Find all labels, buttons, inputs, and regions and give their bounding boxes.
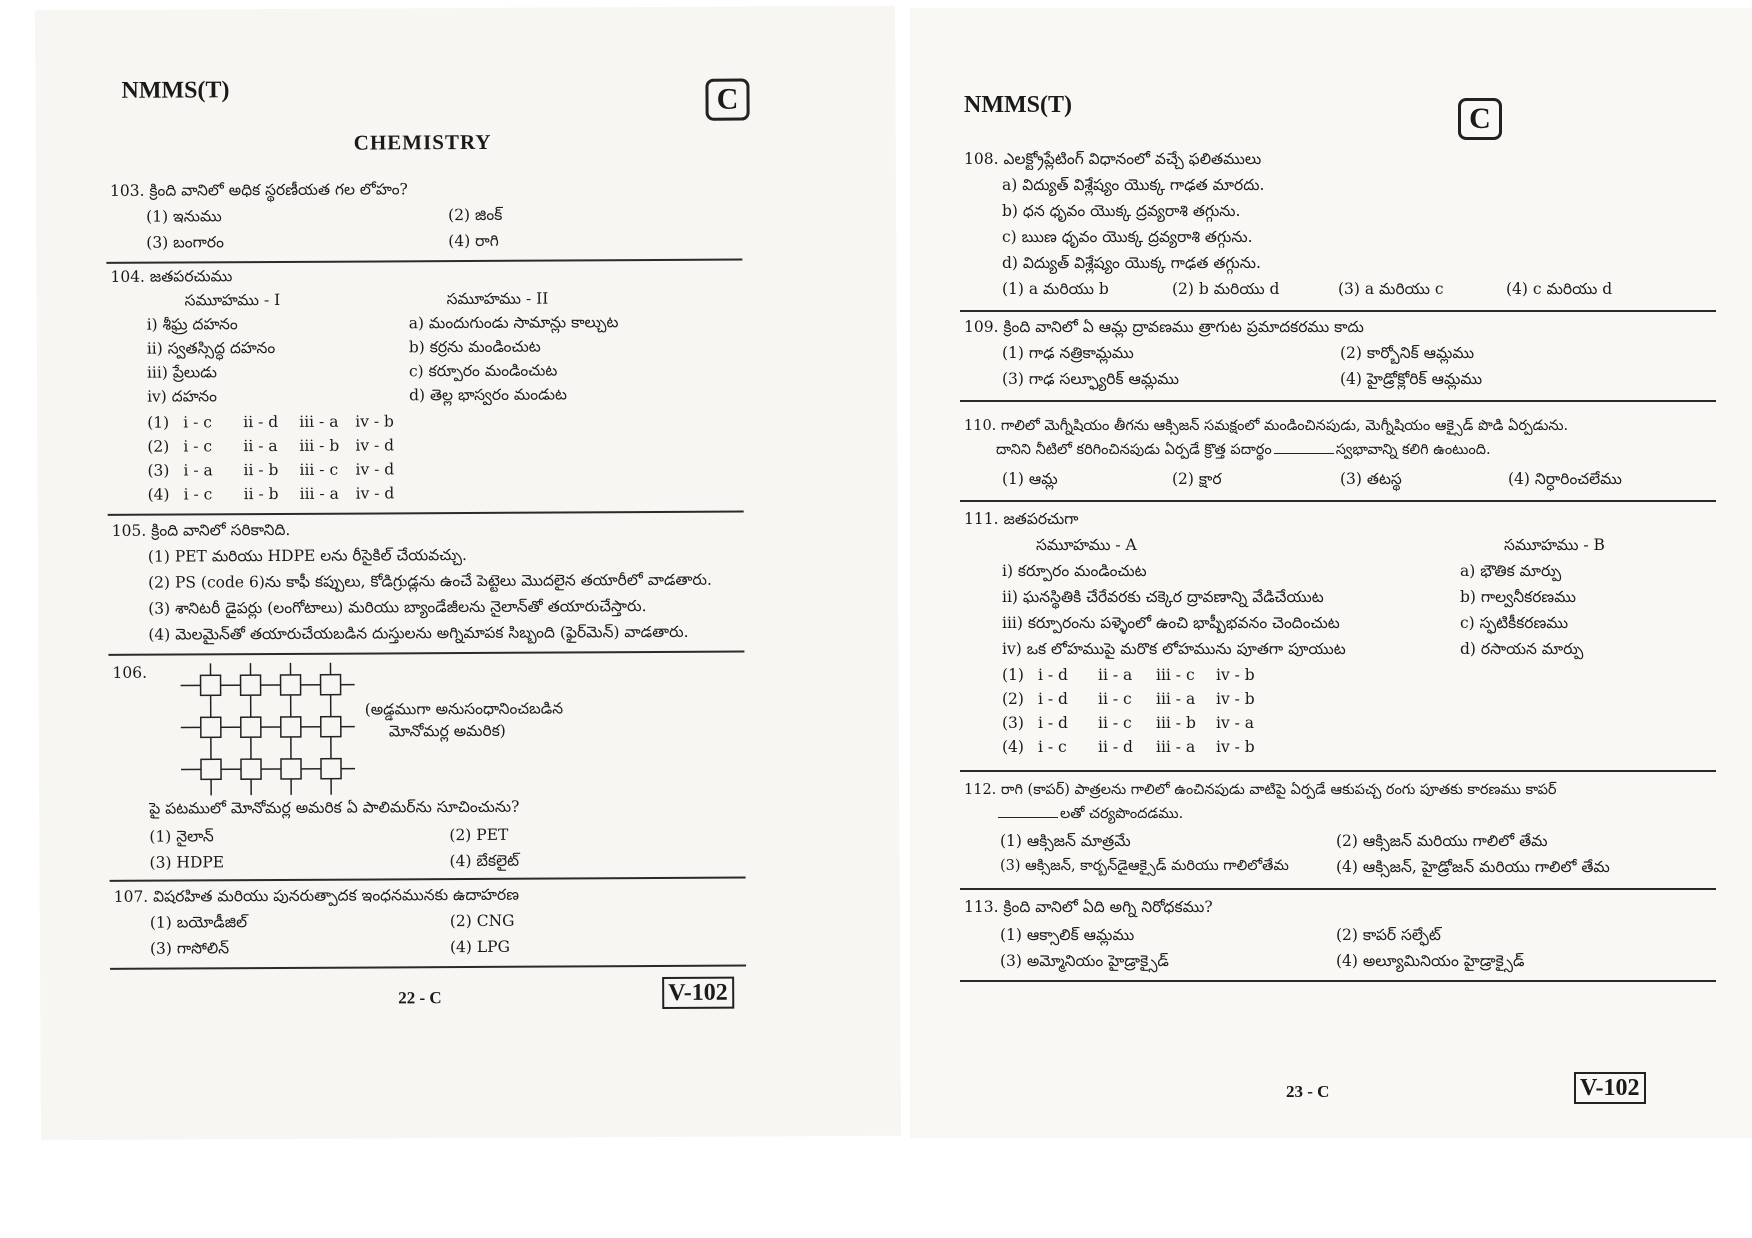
divider [960,888,1716,890]
option: (1) గాఢ నత్రికామ్లము [1002,344,1134,362]
booklet-code-badge: C [1458,98,1502,140]
option: (4) c మరియు d [1506,280,1613,298]
option: (2) b మరియు d [1172,280,1280,298]
exam-header: NMMS(T) [121,77,230,104]
group-header: సమూహము - II [446,289,549,309]
match-item: i) శీఘ్ర దహనం [146,315,238,334]
option-number: (2) [1002,690,1024,708]
fill-blank [998,817,1058,818]
question-107: 107. విషరహిత మరియు పునరుత్పాదక ఇంధనమునకు ఉదాహరణ [113,885,520,906]
figure-caption: మోనోమర్ల అమరిక) [388,721,506,741]
option-pair: iv - b [1216,690,1255,708]
match-item: d) రసాయన మార్పు [1460,640,1584,658]
option-pair: ii - d [243,412,279,432]
option-pair: iv - b [1216,666,1255,684]
option-pair: iii - b [299,436,340,455]
option: (1) ఆమ్ల [1002,470,1058,488]
option: (3) ఆక్సిజన్, కార్బన్‌డైఆక్సైడ్ మరియు గాలిలోతేమ [1000,858,1289,874]
option-number: (1) [147,413,170,432]
option: (3) తటస్థ [1340,470,1402,488]
match-item: iii) ప్రేలుడు [146,363,218,382]
divider [960,310,1716,312]
option: (2) PET [449,825,509,845]
option-pair: i - c [1038,738,1067,756]
group-header: సమూహము - B [1504,536,1605,554]
option-pair: iv - d [355,460,395,479]
option-pair: iii - a [1156,738,1196,756]
divider [106,259,742,264]
option-pair: iv - b [1216,738,1255,756]
option-pair: i - a [183,461,213,480]
option-number: (4) [147,485,170,504]
option: (2) క్షార [1172,470,1222,488]
option-pair: i - d [1038,666,1068,684]
question-110: 110. గాలిలో మెగ్నీషియం తీగను ఆక్సిజన్ సమక్షంలో మండించినపుడు, మెగ్నీషియం ఆక్సైడ్ పొడి ఏర్పడును. [964,418,1569,434]
option: (4) రాగి [448,231,499,251]
match-item: iii) కర్పూరంను పళ్ళెంలో ఉంచి భాష్పీభవనం చెందించుట [1002,614,1340,632]
option-pair: i - c [183,413,212,432]
option: (3) గాసోలిన్ [149,939,230,958]
option: (1) బయోడీజిల్ [149,913,248,932]
match-item: a) మందుగుండు సామాన్లు కాల్చుట [408,313,619,333]
divider [108,651,744,656]
option-pair: i - c [183,485,213,504]
figure-caption: (అడ్డముగా అనుసంధానించబడిన [364,699,564,719]
question-106-number: 106. [112,663,148,682]
option-pair: iii - b [1156,714,1196,732]
match-item: ii) ఘనస్థితికి చేరేవరకు చక్కెర ద్రావణాన్ని వేడిచేయుట [1002,588,1324,606]
crosslinked-monomer-figure [178,659,359,800]
q110-text: స్వభావాన్ని కలిగి ఉంటుంది. [1335,442,1491,458]
question-111: 111. జతపరచుగా [964,510,1079,528]
fill-blank [1274,453,1334,454]
option: (1) PET మరియు HDPE లను రీసైకిల్ చేయవచ్చు. [147,546,467,566]
match-item: d) తెల్ల భాస్వరం మండుట [409,385,567,405]
option-pair: i - c [183,437,213,456]
option-pair: iv - d [355,484,395,503]
exam-header: NMMS(T) [964,92,1072,118]
statement: a) విద్యుత్ విశ్లేష్యం యొక్క గాఢత మారదు. [1002,176,1265,194]
option: (3) శానిటరీ డైపర్లు (లంగోటాలు) మరియు బ్యాండేజీలను నైలాన్‌తో తయారుచేస్తారు. [148,597,647,618]
group-header: సమూహము - I [184,290,281,310]
option: (3) బంగారం [146,233,225,252]
match-item: c) కర్పూరం మండించుట [408,361,558,381]
option-number: (1) [1002,666,1024,684]
option: (4) నిర్ధారించలేము [1508,470,1622,488]
option-pair: ii - a [1098,666,1133,684]
question-105: 105. క్రింది వానిలో సరికానిది. [111,520,291,540]
booklet-code-badge: C [705,79,749,121]
match-item: ii) స్వతస్సిద్ధ దహనం [146,339,276,358]
divider [108,511,744,516]
option: (4) మెలమైన్‌తో తయారుచేయబడిన దుస్తులను అగ్నిమాపక సిబ్బంది (ఫైర్‌మెన్) వాడతారు. [148,622,689,644]
match-item: a) భౌతిక మార్పు [1460,562,1562,580]
divider [110,965,746,970]
option: (3) HDPE [149,853,225,872]
right-page [910,8,1752,1138]
option: (2) కార్బోనిక్ ఆమ్లము [1340,344,1475,362]
question-103: 103. క్రింది వానిలో అధిక స్థరణీయత గల లోహం? [109,180,408,200]
divider [960,400,1716,402]
option: (1) నైలాన్ [149,827,214,846]
q110-text: దానిని నీటిలో కరిగించినపుడు ఏర్పడే క్రొత్త పదార్థం [996,442,1272,458]
match-item: i) కర్పూరం మండించుట [1002,562,1147,580]
match-item: iv) ఒక లోహముపై మరొక లోహమును పూతగా పూయుట [1002,640,1346,658]
option-number: (3) [1002,714,1024,732]
question-108: 108. ఎలక్ట్రోప్లేటింగ్ విధానంలో వచ్చే ఫలితములు [964,150,1262,168]
option: (4) హైడ్రోక్లోరిక్ ఆమ్లము [1340,370,1483,388]
statement: d) విద్యుత్ విశ్లేష్యం యొక్క గాఢత తగ్గును. [1002,254,1261,272]
option-pair: iii - a [299,412,339,431]
question-104: 104. జతపరచుము [110,267,233,286]
option-pair: i - d [1038,714,1068,732]
q112-text: లతో చర్యపొందడము. [1060,806,1184,822]
option-pair: iii - c [1156,666,1195,684]
match-item: b) కర్రను మండించుట [408,337,541,357]
statement: b) ధన ధృవం యొక్క ద్రవ్యరాశి తగ్గును. [1002,202,1241,220]
option: (3) a మరియు c [1338,280,1444,298]
option: (1) ఆక్సిజన్ మాత్రమే [1000,832,1131,850]
divider [960,770,1716,772]
option: (1) ఇనుము [146,207,222,226]
option-number: (2) [147,437,170,456]
option-pair: iv - b [355,412,394,431]
subject-title: CHEMISTRY [353,129,492,155]
option-pair: ii - b [243,460,279,480]
option-pair: ii - b [243,484,279,504]
option: (3) అమ్మోనియం హైడ్రాక్సైడ్ [1000,952,1169,970]
match-item: iv) దహనం [147,387,218,406]
option: (2) జింక్ [448,205,503,225]
option-pair: iii - a [299,484,339,503]
match-item: c) స్ఫటికీకరణము [1460,614,1569,632]
option: (2) PS (code 6)ను కాఫీ కప్పులు, కోడిగ్రుడ్లను ఉంచే పెట్టెలు మొదలైన తయారీలో వాడతారు. [147,570,712,592]
option-pair: iv - d [355,436,395,455]
option-pair: iii - a [1156,690,1196,708]
option-number: (4) [1002,738,1024,756]
option-pair: ii - c [1098,690,1132,708]
question-112-cont [996,806,1183,826]
option: (4) బేకలైట్ [449,851,520,871]
option-pair: ii - d [1098,738,1133,756]
divider [960,980,1716,982]
question-110-cont [996,442,1491,462]
page-number: 23 - C [1286,1082,1330,1101]
question-112: 112. రాగి (కాపర్) పాత్రలను గాలిలో ఉంచినపుడు వాటిపై ఏర్పడే ఆకుపచ్చ రంగు పూతకు కారణము కాపర్ [964,782,1557,798]
option: (2) ఆక్సిజన్ మరియు గాలిలో తేమ [1336,832,1548,850]
option: (2) CNG [449,911,515,931]
statement: c) ఋణ ధృవం యొక్క ద్రవ్యరాశి తగ్గును. [1002,228,1253,246]
option-pair: ii - c [1098,714,1132,732]
option-pair: i - d [1038,690,1068,708]
option-pair: ii - a [243,436,278,456]
option: (4) ఆక్సిజన్, హైడ్రోజన్ మరియు గాలిలో తేమ [1336,858,1610,876]
question-109: 109. క్రింది వానిలో ఏ ఆమ్ల ద్రావణము త్రాగుట ప్రమాదకరము కాదు [964,318,1364,336]
option: (4) అల్యూమినియం హైడ్రాక్సైడ్ [1336,952,1525,970]
option: (4) LPG [449,937,511,957]
option-number: (3) [147,461,170,480]
question-113: 113. క్రింది వానిలో ఏది అగ్ని నిరోధకము? [964,898,1213,916]
match-item: b) గాల్వనీకరణము [1460,588,1576,606]
page-number: 22 - C [398,988,442,1008]
option-pair: iv - a [1216,714,1255,732]
option: (1) a మరియు b [1002,280,1109,298]
group-header: సమూహము - A [1036,536,1137,554]
left-page [35,6,901,1140]
paper-code: V-102 [662,977,734,1009]
divider [110,877,746,882]
paper-code: V-102 [1574,1072,1646,1104]
option: (3) గాఢ సల్ఫ్యూరిక్ ఆమ్లము [1002,370,1180,388]
option: (1) ఆక్సాలిక్ ఆమ్లము [1000,926,1135,944]
divider [960,500,1716,502]
question-106-stem: పై పటములో మోనోమర్ల అమరిక ఏ పాలిమర్‌ను సూచించును? [149,797,520,818]
option-pair: iii - c [299,460,339,479]
option: (2) కాపర్ సల్ఫేట్ [1336,926,1441,944]
